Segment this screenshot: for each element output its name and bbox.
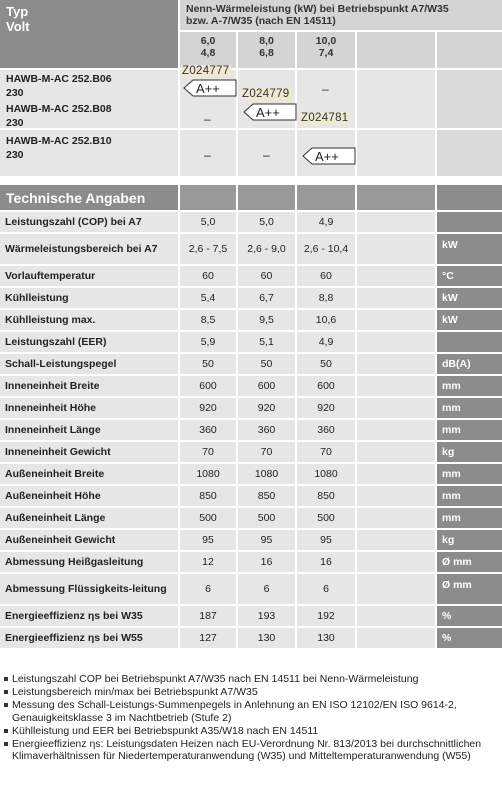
spec-row-unit: Ø mm <box>437 574 502 604</box>
model-volt: 230 <box>6 87 24 99</box>
spec-row-value: 8,5 <box>180 310 236 330</box>
spec-row-value: 600 <box>180 376 236 396</box>
spec-row-unit: kW <box>437 310 502 330</box>
spec-row-value: 5,9 <box>180 332 236 352</box>
spec-row-label: Kühlleistung <box>0 288 178 308</box>
spec-row-empty <box>357 606 435 626</box>
spec-row-unit: mm <box>437 420 502 440</box>
spec-row-value: 192 <box>297 606 355 626</box>
spec-row-empty <box>357 552 435 572</box>
model-name: HAWB-M-AC 252.B08 <box>6 103 112 115</box>
footnote: Energieeffizienz ηs: Leistungsdaten Heizen nach EU-Verordnung Nr. 813/2013 bei durchschnittlichen Klimaverhältnissen für Niedertemperaturanwendung (W35) und Mitteltemperaturanwendung (W55) <box>4 738 498 763</box>
label-code-b06: Z024777 <box>182 65 230 77</box>
spec-row-value: 50 <box>180 354 236 374</box>
spec-row-label: Leistungszahl (COP) bei A7 <box>0 212 178 232</box>
spec-row-value: 2,6 - 9,0 <box>238 234 295 264</box>
spec-row-unit: kg <box>437 530 502 550</box>
spec-row-unit: % <box>437 628 502 648</box>
spec-row-unit: kW <box>437 234 502 264</box>
model-volt: 230 <box>6 117 24 129</box>
spec-row-value: 2,6 - 7,5 <box>180 234 236 264</box>
spec-row-label: Wärmeleistungsbereich bei A7 <box>0 234 178 264</box>
spec-row-label: Energieeffizienz ηs bei W55 <box>0 628 178 648</box>
spec-row-empty <box>357 628 435 648</box>
nenn-label-1: Nenn-Wärmeleistung (kW) bei Betriebspunkt A7/W35 <box>186 3 449 15</box>
spec-row-empty <box>357 442 435 462</box>
spec-row-empty <box>357 420 435 440</box>
spec-row-label: Außeneinheit Länge <box>0 508 178 528</box>
spec-row-value: 12 <box>180 552 236 572</box>
spec-row-label: Schall-Leistungspegel <box>0 354 178 374</box>
spec-row-label: Abmessung Heißgasleitung <box>0 552 178 572</box>
spec-row-value: 5,4 <box>180 288 236 308</box>
spec-row-unit: °C <box>437 266 502 286</box>
spec-row-value: 2,6 - 10,4 <box>297 234 355 264</box>
spec-row-empty <box>357 376 435 396</box>
spec-row-empty <box>357 310 435 330</box>
spec-row-empty <box>357 266 435 286</box>
spec-row-label: Inneneinheit Höhe <box>0 398 178 418</box>
model-cell-b06-b08 <box>0 70 178 128</box>
spec-row-empty <box>357 288 435 308</box>
spec-row-unit: mm <box>437 398 502 418</box>
spec-row-unit <box>437 332 502 352</box>
spec-row-value: 360 <box>297 420 355 440</box>
no-label-dash: – <box>204 148 211 162</box>
spec-row-value: 70 <box>238 442 295 462</box>
spec-row-unit: mm <box>437 376 502 396</box>
spec-row-value: 5,0 <box>180 212 236 232</box>
spec-row-empty <box>357 486 435 506</box>
label-code-b10: Z024781 <box>301 112 349 124</box>
spec-row-unit: kg <box>437 442 502 462</box>
spec-row-value: 1080 <box>238 464 295 484</box>
spec-row-value: 8,8 <box>297 288 355 308</box>
spec-row-value: 500 <box>180 508 236 528</box>
spec-row-empty <box>357 464 435 484</box>
spec-row-empty <box>357 332 435 352</box>
spec-row-value: 5,1 <box>238 332 295 352</box>
spec-row-value: 60 <box>180 266 236 286</box>
spec-row-label: Inneneinheit Gewicht <box>0 442 178 462</box>
spec-row-value: 920 <box>180 398 236 418</box>
nenn-heat-header <box>180 0 502 30</box>
spec-row-value: 60 <box>238 266 295 286</box>
spec-row-value: 50 <box>238 354 295 374</box>
kw-am7w35: 6,8 <box>259 47 274 59</box>
spec-row-value: 850 <box>297 486 355 506</box>
spec-row-unit: mm <box>437 486 502 506</box>
spec-row-unit: Ø mm <box>437 552 502 572</box>
spec-row-value: 95 <box>180 530 236 550</box>
spec-row-value: 500 <box>238 508 295 528</box>
spec-row-value: 70 <box>180 442 236 462</box>
spec-row-unit <box>437 212 502 232</box>
spec-row-unit: mm <box>437 464 502 484</box>
spec-row-value: 9,5 <box>238 310 295 330</box>
spec-row-value: 6 <box>297 574 355 604</box>
type-label: Typ <box>6 4 29 19</box>
spec-row-value: 16 <box>297 552 355 572</box>
spec-row-value: 1080 <box>180 464 236 484</box>
kw-a7w35: 8,0 <box>259 35 274 47</box>
spec-row-label: Inneneinheit Breite <box>0 376 178 396</box>
spec-row-empty <box>357 530 435 550</box>
spec-row-value: 1080 <box>297 464 355 484</box>
energy-label-b06-icon <box>183 79 237 97</box>
spec-row-value: 70 <box>297 442 355 462</box>
spec-row-label: Abmessung Flüssigkeits-leitung <box>0 574 178 604</box>
spec-row-label: Kühlleistung max. <box>0 310 178 330</box>
spec-row-label: Vorlauftemperatur <box>0 266 178 286</box>
kw-am7w35: 4,8 <box>200 47 216 59</box>
model-volt: 230 <box>6 149 24 161</box>
spec-row-value: 600 <box>238 376 295 396</box>
spec-row-label: Leistungszahl (EER) <box>0 332 178 352</box>
kw-column-b08 <box>238 32 295 68</box>
spec-row-label: Außeneinheit Höhe <box>0 486 178 506</box>
spec-row-value: 360 <box>238 420 295 440</box>
nenn-label-2: bzw. A-7/W35 (nach EN 14511) <box>186 15 336 27</box>
spec-row-label: Inneneinheit Länge <box>0 420 178 440</box>
type-volt-header <box>0 0 178 68</box>
spec-row-value: 193 <box>238 606 295 626</box>
spec-row-value: 500 <box>297 508 355 528</box>
footnote: Leistungszahl COP bei Betriebspunkt A7/W35 nach EN 14511 bei Nenn-Wärmeleistung <box>4 673 498 686</box>
spec-row-value: 600 <box>297 376 355 396</box>
kw-am7w35: 7,4 <box>318 47 334 59</box>
spec-row-value: 50 <box>297 354 355 374</box>
spec-row-unit: kW <box>437 288 502 308</box>
spec-row-value: 6 <box>238 574 295 604</box>
spec-row-empty <box>357 234 435 264</box>
spec-row-empty <box>357 398 435 418</box>
spec-row-value: 5,0 <box>238 212 295 232</box>
spec-row-value: 920 <box>238 398 295 418</box>
no-label-dash: – <box>204 112 211 126</box>
spec-row-empty <box>357 574 435 604</box>
spec-row-empty <box>357 212 435 232</box>
footnotes <box>4 673 498 763</box>
spec-row-value: 16 <box>238 552 295 572</box>
svg-text:A++: A++ <box>196 81 220 96</box>
spec-row-empty <box>357 354 435 374</box>
spec-row-value: 4,9 <box>297 212 355 232</box>
spec-row-value: 95 <box>297 530 355 550</box>
svg-text:A++: A++ <box>256 105 280 120</box>
spec-row-empty <box>357 508 435 528</box>
spec-row-label: Außeneinheit Breite <box>0 464 178 484</box>
no-label-dash: – <box>322 82 329 96</box>
spec-row-label: Außeneinheit Gewicht <box>0 530 178 550</box>
footnote: Kühlleistung und EER bei Betriebspunkt A35/W18 nach EN 14511 <box>4 725 498 738</box>
spec-row-value: 127 <box>180 628 236 648</box>
spec-row-value: 360 <box>180 420 236 440</box>
energy-label-b08-icon <box>243 103 297 121</box>
no-label-dash: – <box>263 148 270 162</box>
volt-label: Volt <box>6 19 30 34</box>
spec-row-value: 6,7 <box>238 288 295 308</box>
kw-column-b10 <box>297 32 355 68</box>
model-table <box>0 0 502 176</box>
spec-row-value: 10,6 <box>297 310 355 330</box>
spec-row-unit: dB(A) <box>437 354 502 374</box>
kw-column-empty <box>357 32 435 68</box>
spec-row-value: 920 <box>297 398 355 418</box>
spec-row-value: 130 <box>238 628 295 648</box>
spec-row-unit: mm <box>437 508 502 528</box>
svg-text:A++: A++ <box>315 149 339 164</box>
spec-row-value: 130 <box>297 628 355 648</box>
model-cell-b10 <box>0 130 178 176</box>
spec-row-label: Energieeffizienz ηs bei W35 <box>0 606 178 626</box>
kw-a7w35: 10,0 <box>315 35 337 47</box>
kw-a7w35: 6,0 <box>200 35 216 47</box>
spec-row-value: 4,9 <box>297 332 355 352</box>
kw-column-unit <box>437 32 502 68</box>
spec-row-value: 6 <box>180 574 236 604</box>
model-name: HAWB-M-AC 252.B10 <box>6 135 112 147</box>
spec-row-value: 95 <box>238 530 295 550</box>
spec-row-unit: % <box>437 606 502 626</box>
spec-row-value: 60 <box>297 266 355 286</box>
model-name: HAWB-M-AC 252.B06 <box>6 73 112 85</box>
energy-label-b10-icon <box>302 147 356 165</box>
kw-column-b06 <box>180 32 236 68</box>
footnote: Messung des Schall-Leistungs-Summenpegels in Anlehnung an EN ISO 12102/EN ISO 9614-2, Genauigkeitsklasse 3 im Nachtbetrieb (Stufe 2) <box>4 699 498 724</box>
footnote: Leistungsbereich min/max bei Betriebspunkt A7/W35 <box>4 686 498 699</box>
spec-row-value: 187 <box>180 606 236 626</box>
spec-title: Technische Angaben <box>0 185 178 210</box>
spec-row-value: 850 <box>180 486 236 506</box>
spec-row-value: 850 <box>238 486 295 506</box>
label-code-b08: Z024779 <box>242 88 290 100</box>
